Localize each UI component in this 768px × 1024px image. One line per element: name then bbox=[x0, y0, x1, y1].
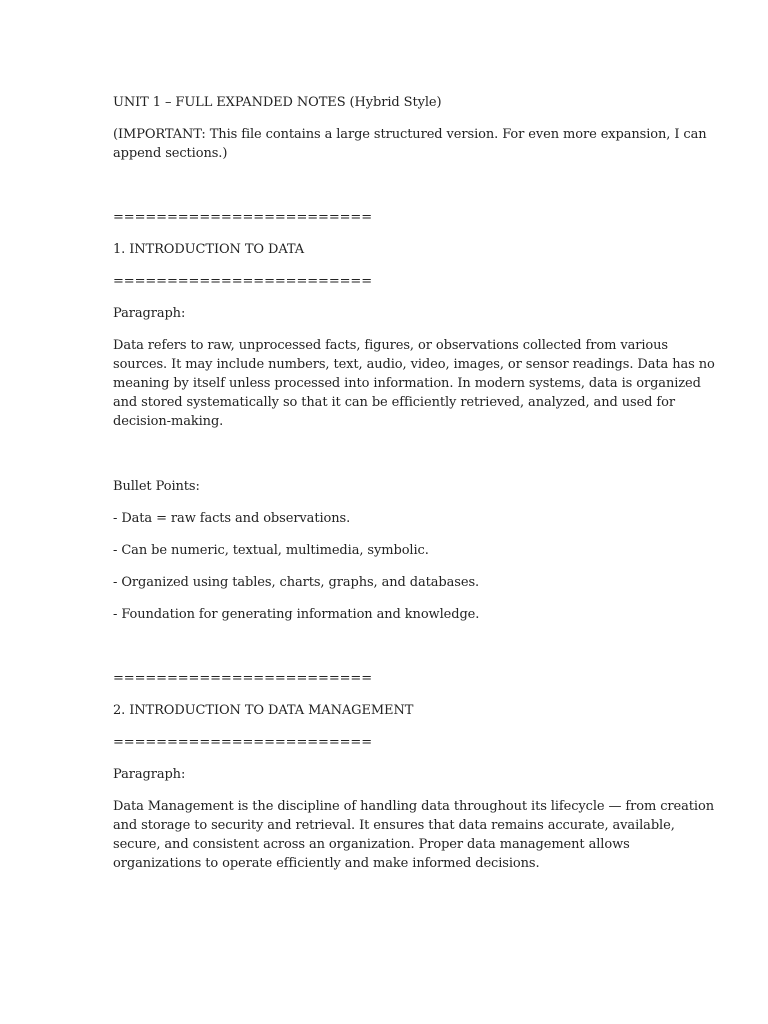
section-separator: ======================== bbox=[113, 210, 373, 225]
bullet-item: - Organized using tables, charts, graphs, and databases. bbox=[113, 575, 480, 590]
note-line: (IMPORTANT: This file contains a large structured version. For even more expansion, I can bbox=[113, 127, 707, 142]
section-heading: 2. INTRODUCTION TO DATA MANAGEMENT bbox=[113, 703, 414, 718]
section-heading: 1. INTRODUCTION TO DATA bbox=[113, 242, 305, 257]
paragraph-line: organizations to operate efficiently and make informed decisions. bbox=[113, 856, 540, 871]
bullet-item: - Data = raw facts and observations. bbox=[113, 511, 351, 526]
document-title: UNIT 1 – FULL EXPANDED NOTES (Hybrid Style) bbox=[113, 95, 442, 110]
paragraph-line: Data refers to raw, unprocessed facts, figures, or observations collected from various bbox=[113, 338, 668, 353]
paragraph-line: and storage to security and retrieval. It ensures that data remains accurate, available, bbox=[113, 818, 675, 833]
bullet-item: - Can be numeric, textual, multimedia, symbolic. bbox=[113, 543, 429, 558]
bullet-item: - Foundation for generating information and knowledge. bbox=[113, 607, 480, 622]
section-separator: ======================== bbox=[113, 735, 373, 750]
paragraph-line: and stored systematically so that it can be efficiently retrieved, analyzed, and used for bbox=[113, 395, 675, 410]
paragraph-line: secure, and consistent across an organization. Proper data management allows bbox=[113, 837, 630, 852]
paragraph-line: Data Management is the discipline of handling data throughout its lifecycle — from creation bbox=[113, 799, 714, 814]
bullets-label: Bullet Points: bbox=[113, 479, 200, 494]
section-separator: ======================== bbox=[113, 671, 373, 686]
paragraph-label: Paragraph: bbox=[113, 767, 186, 782]
paragraph-line: decision-making. bbox=[113, 414, 224, 429]
paragraph-line: meaning by itself unless processed into information. In modern systems, data is organized bbox=[113, 376, 701, 391]
section-separator: ======================== bbox=[113, 274, 373, 289]
paragraph-label: Paragraph: bbox=[113, 306, 186, 321]
paragraph-line: sources. It may include numbers, text, audio, video, images, or sensor readings. Data has no bbox=[113, 357, 715, 372]
note-line: append sections.) bbox=[113, 146, 228, 161]
